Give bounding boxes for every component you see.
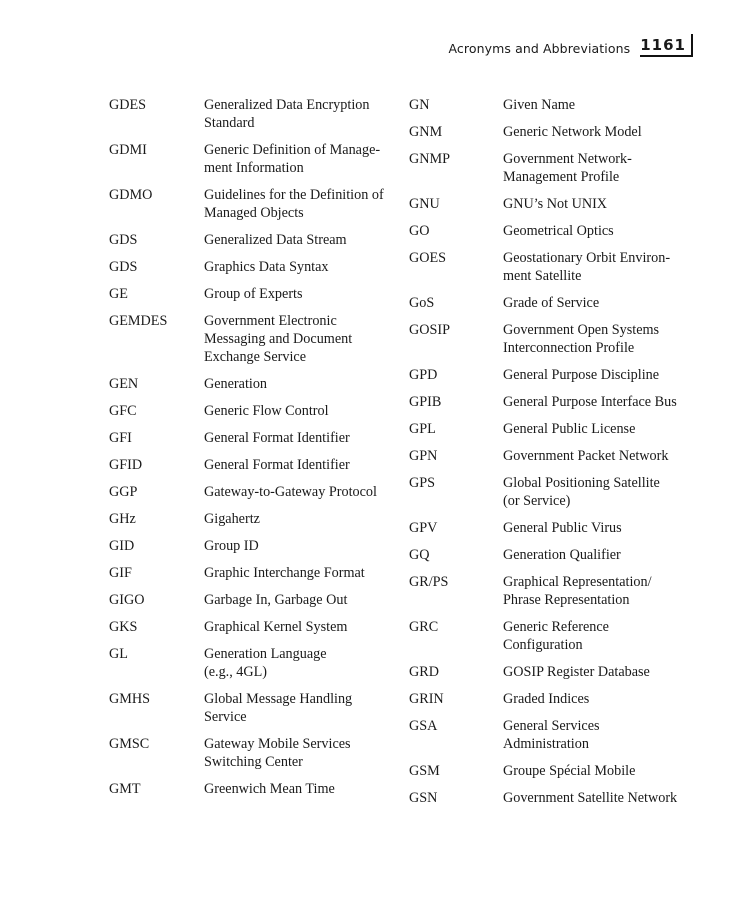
definition-line: General Format Identifier [204,457,350,473]
definition [503,150,699,186]
acronym: GoS [409,295,435,311]
glossary-entry [409,447,699,465]
glossary-entry [109,285,399,303]
glossary-entry [409,573,699,609]
definition-line: Geometrical Optics [503,223,614,239]
acronym: GDS [109,232,138,248]
definition-line: Generalized Data Stream [204,232,347,248]
definition-line: General Public License [503,421,636,437]
definition [204,186,399,222]
definition-line: Standard [204,115,255,131]
glossary-entry [409,474,699,510]
definition-line: Government Electronic [204,313,337,329]
glossary-entry [109,186,399,222]
definition [204,231,399,249]
acronym: GGP [109,484,138,500]
definition-line: General Purpose Discipline [503,367,660,383]
running-title: Acronyms and Abbreviations [448,41,631,56]
definition [204,456,399,474]
glossary-entry [409,762,699,780]
definition-line: Service [204,709,247,725]
definition [503,447,699,465]
definition [503,663,699,681]
acronym: GEMDES [109,313,168,329]
definition-line: General Public Virus [503,520,622,536]
acronym: GR/PS [409,574,449,590]
definition-line: Graphical Representation/ [503,574,652,590]
acronym: GFI [109,430,132,446]
acronym: GRC [409,619,439,635]
definition [204,429,399,447]
definition [204,591,399,609]
definition [204,312,399,366]
acronym: GOSIP [409,322,450,338]
page-header [448,34,693,57]
definition-line: Generation Qualifier [503,547,621,563]
glossary-entry [109,510,399,528]
definition [503,519,699,537]
definition-line: Graphic Interchange Format [204,565,365,581]
glossary-entry [409,150,699,186]
definition-line: Graded Indices [503,691,590,707]
definition [204,690,399,726]
definition [204,510,399,528]
definition-line: Graphical Kernel System [204,619,348,635]
definition [204,402,399,420]
definition [204,537,399,555]
acronym: GMT [109,781,141,797]
page-number: 1161 [640,36,686,54]
acronym: GNU [409,196,440,212]
definition [503,249,699,285]
acronym: GIF [109,565,132,581]
definition-line: Graphics Data Syntax [204,259,329,275]
glossary-entry [409,222,699,240]
acronym: GEN [109,376,139,392]
definition [503,294,699,312]
definition [503,123,699,141]
acronym: GMHS [109,691,150,707]
definition-line: Group ID [204,538,259,554]
definition [204,96,399,132]
acronym: GRD [409,664,439,680]
definition-line: Generic Definition of Manage- [204,142,381,158]
glossary-entry [409,294,699,312]
glossary-entry [109,258,399,276]
definition-line: GNU’s Not UNIX [503,196,608,212]
definition [503,474,699,510]
definition-line: Global Message Handling [204,691,353,707]
acronym: GL [109,646,128,662]
definition-line: Configuration [503,637,583,653]
definition [204,564,399,582]
right-column [409,96,699,816]
definition-line: Government Satellite Network [503,790,678,806]
definition-line: Management Profile [503,169,620,185]
acronym: GIGO [109,592,145,608]
glossary-entry [109,402,399,420]
glossary-entry [109,564,399,582]
definition [503,420,699,438]
definition-line: General Format Identifier [204,430,350,446]
definition-line: Garbage In, Garbage Out [204,592,348,608]
definition [503,618,699,654]
definition-line: Greenwich Mean Time [204,781,335,797]
glossary-entry [109,429,399,447]
glossary-entry [109,231,399,249]
definition-line: Gateway-to-Gateway Protocol [204,484,377,500]
definition-line: Switching Center [204,754,303,770]
acronym: GPS [409,475,436,491]
definition-line: Government Open Systems [503,322,660,338]
acronym: GDES [109,97,147,113]
definition [204,141,399,177]
definition-line: General Services [503,718,600,734]
glossary-entry [109,645,399,681]
acronym: GPD [409,367,438,383]
acronym: GSN [409,790,438,806]
definition-line: Gigahertz [204,511,260,527]
glossary-entry [109,483,399,501]
acronym: GO [409,223,430,239]
definition [503,393,699,411]
glossary-entry [409,123,699,141]
glossary-entry [409,96,699,114]
definition [204,780,399,798]
acronym: GDS [109,259,138,275]
acronym: GKS [109,619,138,635]
definition [503,96,699,114]
definition-line: General Purpose Interface Bus [503,394,677,410]
glossary-entry [409,519,699,537]
acronym: GPL [409,421,436,437]
glossary-entry [409,195,699,213]
acronym: GMSC [109,736,150,752]
acronym: GN [409,97,430,113]
acronym: GNM [409,124,443,140]
glossary-entry [409,249,699,285]
definition [204,285,399,303]
definition [204,258,399,276]
definition [503,690,699,708]
definition-line: Administration [503,736,589,752]
definition [503,366,699,384]
definition-line: ment Satellite [503,268,582,284]
definition-line: Gateway Mobile Services [204,736,351,752]
glossary-entry [109,591,399,609]
acronym: GE [109,286,128,302]
definition [204,618,399,636]
acronym: GSA [409,718,438,734]
acronym: GQ [409,547,430,563]
acronym: GOES [409,250,447,266]
glossary-entry [109,537,399,555]
definition-line: Government Packet Network [503,448,669,464]
glossary-entry [109,141,399,177]
left-column [109,96,399,807]
definition-line: Global Positioning Satellite [503,475,660,491]
acronym: GNMP [409,151,450,167]
definition [204,735,399,771]
definition-line: Guidelines for the Definition of [204,187,384,203]
definition-line: Groupe Spécial Mobile [503,763,636,779]
definition-line: Exchange Service [204,349,307,365]
definition-line: Given Name [503,97,576,113]
acronym: GRIN [409,691,444,707]
definition [503,222,699,240]
acronym: GPV [409,520,438,536]
definition-line: Geostationary Orbit Environ- [503,250,671,266]
definition-line: Grade of Service [503,295,600,311]
acronym: GFC [109,403,137,419]
definition [204,645,399,681]
glossary-entry [109,780,399,798]
glossary-entry [409,393,699,411]
glossary-entry [409,618,699,654]
glossary-entry [109,618,399,636]
definition [503,321,699,357]
glossary-entry [409,366,699,384]
definition-line: (e.g., 4GL) [204,664,268,680]
glossary-entry [409,321,699,357]
glossary-entry [409,717,699,753]
definition [503,717,699,753]
definition-line: Group of Experts [204,286,303,302]
definition-line: GOSIP Register Database [503,664,650,680]
definition-line: Messaging and Document [204,331,353,347]
acronym: GPIB [409,394,442,410]
glossary-entry [409,420,699,438]
acronym: GFID [109,457,143,473]
definition [204,375,399,393]
definition-line: Managed Objects [204,205,304,221]
glossary-entry [109,96,399,132]
definition-line: Government Network- [503,151,632,167]
definition-line: Generation Language [204,646,327,662]
glossary-entry [109,375,399,393]
glossary-entry [109,735,399,771]
glossary-entry [409,789,699,807]
glossary-entry [409,690,699,708]
definition [503,789,699,807]
definition [503,573,699,609]
definition [503,195,699,213]
definition-line: (or Service) [503,493,571,509]
acronym: GDMO [109,187,153,203]
acronym: GPN [409,448,438,464]
definition [503,546,699,564]
definition-line: Generic Reference [503,619,609,635]
glossary-entry [109,690,399,726]
acronym: GSM [409,763,440,779]
definition-line: Phrase Representation [503,592,630,608]
glossary-entry [409,663,699,681]
definition-line: Interconnection Profile [503,340,635,356]
definition-line: Generalized Data Encryption [204,97,370,113]
definition-line: Generation [204,376,268,392]
definition-line: Generic Network Model [503,124,642,140]
glossary-entry [109,456,399,474]
page-number-box [640,34,693,57]
glossary-entry [109,312,399,366]
acronym: GDMI [109,142,147,158]
acronym: GHz [109,511,136,527]
definition [204,483,399,501]
acronym: GID [109,538,135,554]
glossary-entry [409,546,699,564]
definition [503,762,699,780]
definition-line: ment Information [204,160,304,176]
definition-line: Generic Flow Control [204,403,329,419]
